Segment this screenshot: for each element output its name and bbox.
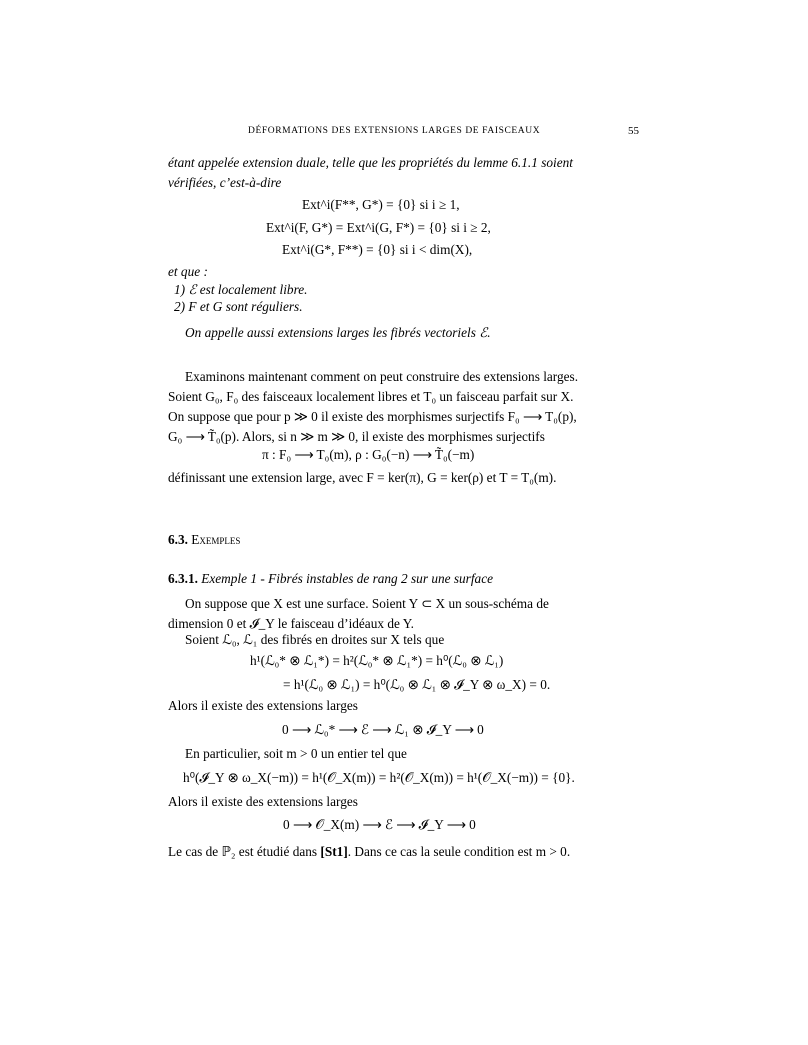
example-line-1: On suppose que X est une surface. Soient Y ⊂ X un sous-schéma de bbox=[185, 596, 549, 611]
construction-display: π : F₀ ⟶ T₀(m), ρ : G₀(−n) ⟶ T̃₀(−m) bbox=[262, 447, 475, 462]
example-equation-1: h¹(ℒ₀* ⊗ ℒ₁*) = h²(ℒ₀* ⊗ ℒ₁*) = h⁰(ℒ₀ ⊗ ℒ₁) bbox=[250, 653, 504, 668]
intro-line-1: étant appelée extension duale, telle que les propriétés du lemme 6.1.1 soient bbox=[168, 155, 573, 170]
example-line-5: En particulier, soit m > 0 un entier tel que bbox=[185, 746, 407, 761]
example-equation-3: h⁰(𝓘_Y ⊗ ω_X(−m)) = h¹(𝒪_X(m)) = h²(𝒪_X(m)) = h¹(𝒪_X(−m)) = {0}. bbox=[183, 770, 575, 785]
exact-sequence-1: 0 ⟶ ℒ₀* ⟶ ℰ ⟶ ℒ₁ ⊗ 𝓘_Y ⟶ 0 bbox=[282, 722, 484, 737]
page-number: 55 bbox=[628, 125, 639, 137]
ext-equation-1: Ext^i(F**, G*) = {0} si i ≥ 1, bbox=[302, 197, 460, 212]
section-heading bbox=[168, 532, 640, 548]
section-number: 6.3. bbox=[168, 532, 188, 547]
example-line-6: Alors il existe des extensions larges bbox=[168, 794, 358, 809]
exact-sequence-2: 0 ⟶ 𝒪_X(m) ⟶ ℰ ⟶ 𝓘_Y ⟶ 0 bbox=[283, 817, 476, 832]
conditions-intro: et que : bbox=[168, 264, 208, 279]
construction-line-5: définissant une extension large, avec F = ker(π), G = ker(ρ) et T = T₀(m). bbox=[168, 470, 557, 485]
running-header: DÉFORMATIONS DES EXTENSIONS LARGES DE FAISCEAUX bbox=[248, 126, 541, 136]
example-line-7 bbox=[168, 844, 640, 860]
example-line-7-end: . Dans ce cas la seule condition est m > 0. bbox=[347, 844, 571, 859]
construction-line-2: Soient G₀, F₀ des faisceaux localement libres et T₀ un faisceau parfait sur X. bbox=[168, 389, 574, 404]
naming-sentence: On appelle aussi extensions larges les fibrés vectoriels ℰ. bbox=[185, 325, 491, 340]
example-line-4: Alors il existe des extensions larges bbox=[168, 698, 358, 713]
condition-1: 1) ℰ est localement libre. bbox=[174, 282, 308, 297]
subsection-title: Exemple 1 - Fibrés instables de rang 2 sur une surface bbox=[201, 571, 493, 586]
construction-line-4: G₀ ⟶ T̃₀(p). Alors, si n ≫ m ≫ 0, il existe des morphismes surjectifs bbox=[168, 429, 545, 444]
example-line-3: Soient ℒ₀, ℒ₁ des fibrés en droites sur X tels que bbox=[185, 632, 445, 647]
example-line-2: dimension 0 et 𝓘_Y le faisceau d’idéaux de Y. bbox=[168, 616, 414, 631]
citation-st1[interactable]: [St1] bbox=[320, 844, 348, 859]
example-equation-2: = h¹(ℒ₀ ⊗ ℒ₁) = h⁰(ℒ₀ ⊗ ℒ₁ ⊗ 𝓘_Y ⊗ ω_X) = 0. bbox=[283, 677, 551, 692]
construction-line-3: On suppose que pour p ≫ 0 il existe des morphismes surjectifs F₀ ⟶ T₀(p), bbox=[168, 409, 577, 424]
section-title: Exemples bbox=[191, 532, 241, 547]
ext-equation-3: Ext^i(G*, F**) = {0} si i < dim(X), bbox=[282, 242, 473, 257]
example-line-7-start: Le cas de ℙ₂ est étudié dans bbox=[168, 844, 321, 859]
ext-equation-2: Ext^i(F, G*) = Ext^i(G, F*) = {0} si i ≥ 2, bbox=[266, 220, 491, 235]
subsection-heading bbox=[168, 571, 640, 587]
intro-line-2: vérifiées, c’est-à-dire bbox=[168, 175, 282, 190]
construction-line-1: Examinons maintenant comment on peut construire des extensions larges. bbox=[185, 369, 579, 384]
condition-2: 2) F et G sont réguliers. bbox=[174, 299, 303, 314]
subsection-number: 6.3.1. bbox=[168, 571, 198, 586]
